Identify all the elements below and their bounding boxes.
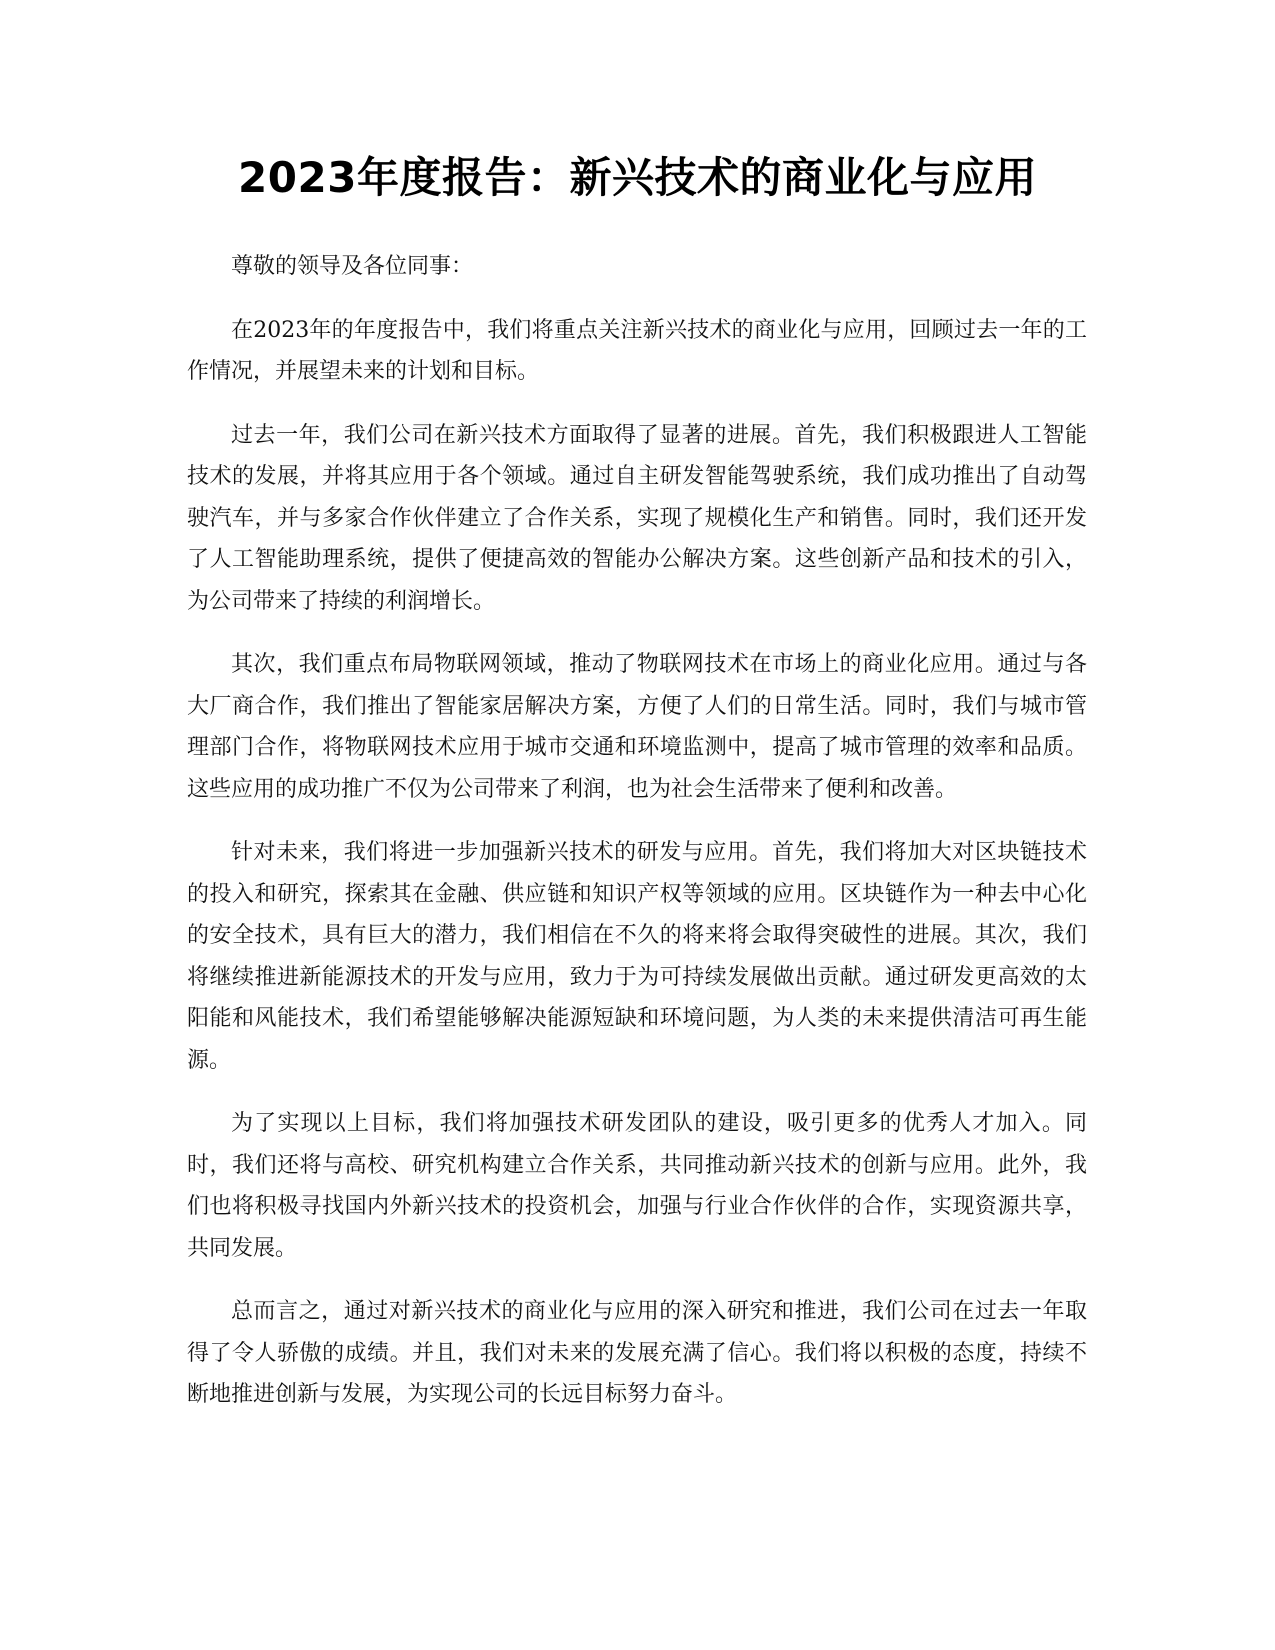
document-title: 2023年度报告：新兴技术的商业化与应用 [238,153,1037,202]
paragraph-ai-progress: 过去一年，我们公司在新兴技术方面取得了显著的进展。首先，我们积极跟进人工智能技术的发展，并将其应用于各个领域。通过自主研发智能驾驶系统，我们成功推出了自动驾驶汽车，并与多家合作伙伴建立了合作关系，实现了规模化生产和销售。同时，我们还开发了人工智能助理系统，提供了便捷高效的智能办公解决方案。这些创新产品和技术的引入，为公司带来了持续的利润增长。 [187,422,1087,614]
salutation: 尊敬的领导及各位同事： [231,254,474,279]
paragraph-intro: 在2023年的年度报告中，我们将重点关注新兴技术的商业化与应用，回顾过去一年的工作情况，并展望未来的计划和目标。 [187,317,1087,384]
document-body [187,246,1087,1438]
paragraph-team-building: 为了实现以上目标，我们将加强技术研发团队的建设，吸引更多的优秀人才加入。同时，我们还将与高校、研究机构建立合作关系，共同推动新兴技术的创新与应用。此外，我们也将积极寻找国内外新兴技术的投资机会，加强与行业合作伙伴的合作，实现资源共享，共同发展。 [187,1111,1087,1261]
paragraph-iot: 其次，我们重点布局物联网领域，推动了物联网技术在市场上的商业化应用。通过与各大厂商合作，我们推出了智能家居解决方案，方便了人们的日常生活。同时，我们与城市管理部门合作，将物联网技术应用于城市交通和环境监测中，提高了城市管理的效率和品质。这些应用的成功推广不仅为公司带来了利润，也为社会生活带来了便利和改善。 [187,652,1087,802]
paragraph-conclusion: 总而言之，通过对新兴技术的商业化与应用的深入研究和推进，我们公司在过去一年取得了令人骄傲的成绩。并且，我们对未来的发展充满了信心。我们将以积极的态度，持续不断地推进创新与发展，为实现公司的长远目标努力奋斗。 [187,1299,1087,1407]
paragraph-future-plans: 针对未来，我们将进一步加强新兴技术的研发与应用。首先，我们将加大对区块链技术的投入和研究，探索其在金融、供应链和知识产权等领域的应用。区块链作为一种去中心化的安全技术，具有巨大的潜力，我们相信在不久的将来将会取得突破性的进展。其次，我们将继续推进新能源技术的开发与应用，致力于为可持续发展做出贡献。通过研发更高效的太阳能和风能技术，我们希望能够解决能源短缺和环境问题，为人类的未来提供清洁可再生能源。 [187,840,1087,1073]
